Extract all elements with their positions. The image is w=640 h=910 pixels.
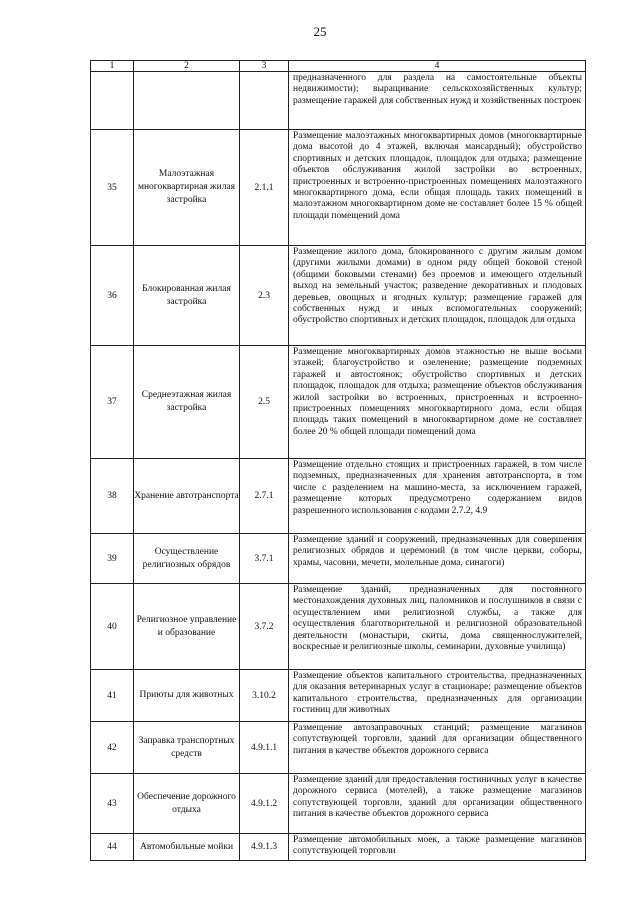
row-desc: Размещение жилого дома, блокированного с другим жилым домом (другими жилыми домами) в одном ряду общей боковой стеной (общими боковыми стенами) без проемов и имеющего отдельный выход на земельный участок; разведение декоративных и плодовых деревьев, овощных и ягодных культур; размещение гаражей для собственных нужд и иных вспомогательных сооружений; обустройство спортивных и детских площадок, площадок для отдыха (289, 246, 586, 346)
row-num-cell (91, 72, 134, 130)
row-desc: Размещение зданий для предоставления гостиничных услуг в качестве дорожного сервиса (мотелей), а также размещение магазинов сопутствующей торговли, зданий для организации общественного питания в качестве объектов дорожного сервиса (289, 774, 586, 834)
table-row (91, 584, 586, 670)
table-row (91, 534, 586, 584)
row-name: Заправка транспортных средств (134, 722, 240, 774)
table-header-row (91, 61, 586, 72)
row-desc: Размещение зданий, предназначенных для постоянного местонахождения духовных лиц, паломников и послушников в связи с осуществлением ими религиозной службы, а также для осуществления благотворительной и религиозной образовательной деятельности (монастыри, скиты, дома священнослужителей, воскресные и религиозные школы, семинарии, духовные училища) (289, 584, 586, 670)
table-row (91, 246, 586, 346)
row-name: Хранение автотранспорта (134, 459, 240, 534)
land-use-table (90, 60, 586, 861)
row-desc: Размещение многоквартирных домов этажностью не выше восьми этажей; благоустройство и озеленение; размещение подземных гаражей и автостоянок; обустройство спортивных и детских площадок, площадок для отдыха; размещение объектов обслуживания жилой застройки во встроенных, пристроенных и встроенно-пристроенных помещениях многоквартирного дома, если общая площадь таких помещений в многоквартирном доме не составляет более 20 % общей площади помещений дома (289, 346, 586, 459)
row-name-cell (134, 72, 240, 130)
row-name: Обеспечение дорожного отдыха (134, 774, 240, 834)
page-number: 25 (313, 24, 327, 39)
table-row (91, 130, 586, 246)
row-code: 3.10.2 (240, 670, 289, 722)
row-name: Религиозное управление и образование (134, 584, 240, 670)
header-col-1: 1 (91, 61, 134, 72)
row-code: 2.5 (240, 346, 289, 459)
table-row-continuation (91, 72, 586, 130)
row-code-cell (240, 72, 289, 130)
row-code: 3.7.2 (240, 584, 289, 670)
table-row (91, 459, 586, 534)
row-num: 36 (91, 246, 134, 346)
table-row (91, 774, 586, 834)
row-num: 38 (91, 459, 134, 534)
row-name: Малоэтажная многоквартирная жилая застройка (134, 130, 240, 246)
row-num: 42 (91, 722, 134, 774)
row-desc: Размещение отдельно стоящих и пристроенных гаражей, в том числе подземных, предназначенных для хранения автотранспорта, в том числе с разделением на машино-места, за исключением гаражей, размещение которых предусмотрено содержанием видов разрешенного использования с кодами 2.7.2, 4.9 (289, 459, 586, 534)
row-code: 4.9.1.3 (240, 834, 289, 861)
row-num: 43 (91, 774, 134, 834)
header-col-4: 4 (289, 61, 586, 72)
row-num: 44 (91, 834, 134, 861)
row-name: Автомобильные мойки (134, 834, 240, 861)
row-code: 2.3 (240, 246, 289, 346)
row-desc: Размещение автозаправочных станций; размещение магазинов сопутствующей торговли, зданий для организации общественного питания в качестве объектов дорожного сервиса (289, 722, 586, 774)
row-name: Среднеэтажная жилая застройка (134, 346, 240, 459)
row-num: 40 (91, 584, 134, 670)
header-col-3: 3 (240, 61, 289, 72)
row-code: 3.7.1 (240, 534, 289, 584)
row-num: 35 (91, 130, 134, 246)
row-code: 2.1.1 (240, 130, 289, 246)
row-name: Осуществление религиозных обрядов (134, 534, 240, 584)
row-num: 39 (91, 534, 134, 584)
row-desc: Размещение объектов капитального строительства, предназначенных для оказания ветеринарных услуг в стационаре; размещение объектов капитального строительства, предназначенных для организации гостиниц для животных (289, 670, 586, 722)
row-name: Блокированная жилая застройка (134, 246, 240, 346)
row-desc: Размещение автомобильных моек, а также размещение магазинов сопутствующей торговли (289, 834, 586, 861)
row-num: 37 (91, 346, 134, 459)
table-row (91, 722, 586, 774)
row-desc: Размещение зданий и сооружений, предназначенных для совершения религиозных обрядов и церемоний (в том числе церкви, соборы, храмы, часовни, мечети, молельные дома, синагоги) (289, 534, 586, 584)
table-row (91, 834, 586, 861)
table-row (91, 346, 586, 459)
row-num: 41 (91, 670, 134, 722)
row-code: 2.7.1 (240, 459, 289, 534)
header-col-2: 2 (134, 61, 240, 72)
row-code: 4.9.1.2 (240, 774, 289, 834)
table-row (91, 670, 586, 722)
row-desc-cell: предназначенного для раздела на самостоятельные объекты недвижимости); выращивание сельскохозяйственных культур; размещение гаражей для собственных нужд и хозяйственных построек (289, 72, 586, 130)
row-code: 4.9.1.1 (240, 722, 289, 774)
row-desc: Размещение малоэтажных многоквартирных домов (многоквартирные дома высотой до 4 этажей, включая мансардный); обустройство спортивных и детских площадок, площадок для отдыха; размещение объектов обслуживания жилой застройки во встроенных, пристроенных и встроенно-пристроенных помещениях малоэтажного многоквартирного дома, если общая площадь таких помещений в малоэтажном многоквартирном доме не составляет более 15 % общей площади помещений дома (289, 130, 586, 246)
row-name: Приюты для животных (134, 670, 240, 722)
